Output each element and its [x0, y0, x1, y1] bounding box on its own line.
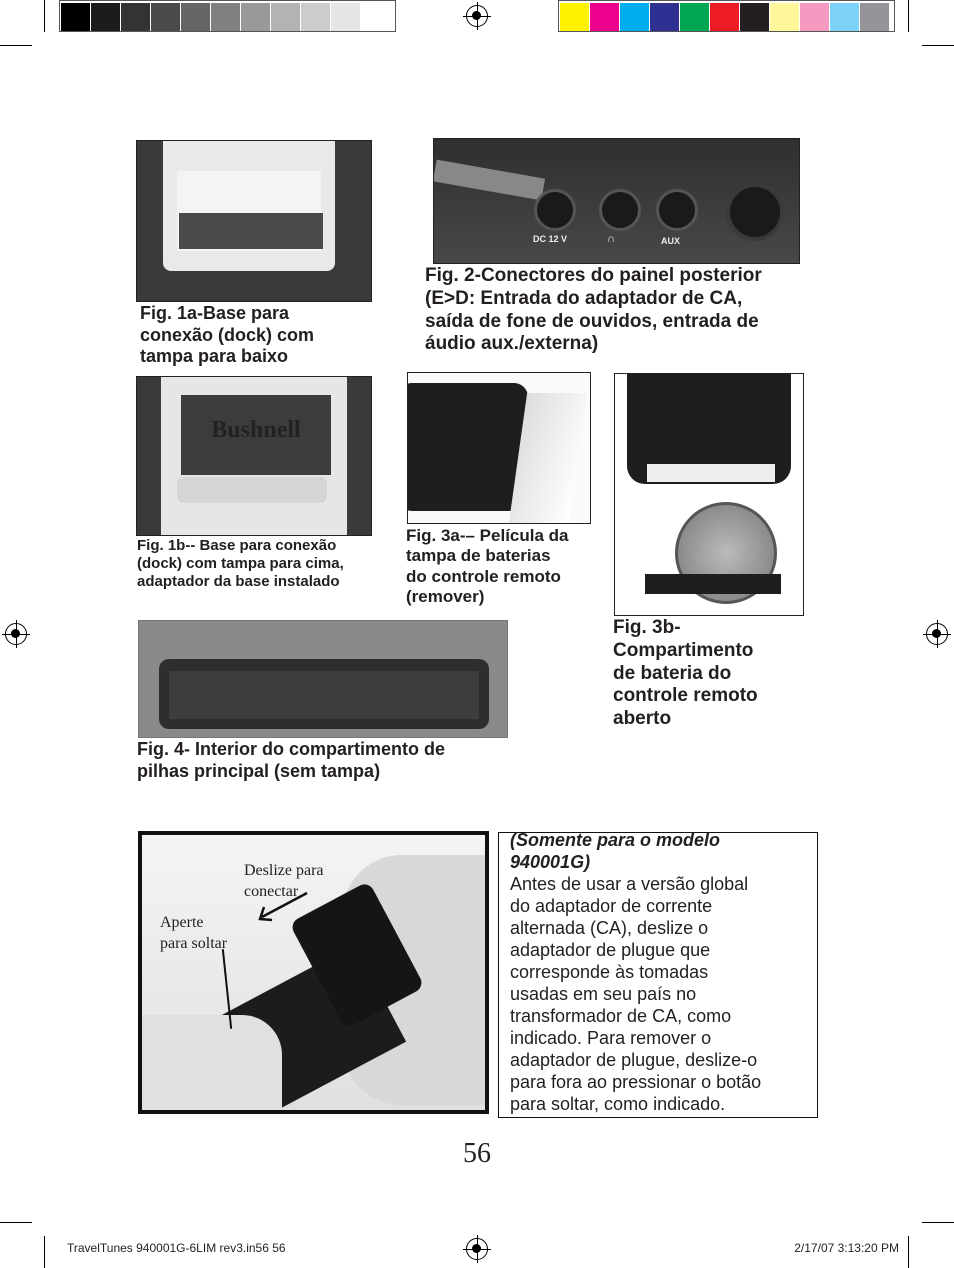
adapter-photo [138, 831, 489, 1114]
fig2-photo [433, 138, 800, 264]
arrow-icon [252, 889, 312, 924]
process-color-bar [558, 0, 895, 32]
color-swatch [271, 3, 300, 31]
color-swatch [211, 3, 240, 31]
fig2-caption [425, 265, 762, 356]
fig1a-photo [136, 140, 372, 302]
crop-mark [908, 0, 909, 32]
caption-line: (E>D: Entrada do adaptador de CA, [425, 287, 743, 309]
color-swatch [770, 3, 799, 31]
color-swatch [560, 3, 589, 31]
registration-mark-icon [926, 623, 948, 645]
color-swatch [151, 3, 180, 31]
color-swatch [830, 3, 859, 31]
note-body-line: transformador de CA, como [510, 1006, 732, 1026]
fig3a-photo [407, 372, 591, 524]
note-body-line: do adaptador de corrente [510, 896, 713, 916]
caption-line: saída de fone de ouvidos, entrada de [425, 310, 759, 332]
note-heading [510, 829, 817, 873]
caption-line: tampa para baixo [140, 346, 289, 367]
note-body [510, 873, 817, 1115]
color-swatch [800, 3, 829, 31]
label-line: Aperte [160, 914, 204, 931]
caption-line: Fig. 3a-– Película da [406, 526, 569, 545]
caption-line: aberto [613, 708, 672, 730]
caption-line: de bateria do [613, 662, 732, 684]
press-to-release-label [160, 913, 227, 955]
fig3a-caption [406, 526, 569, 608]
color-swatch [181, 3, 210, 31]
crop-mark [44, 1236, 45, 1268]
fig1b-photo [136, 376, 372, 536]
fig4-caption [137, 739, 445, 782]
headphone-icon: ∩ [607, 233, 615, 245]
caption-line: controle remoto [613, 685, 758, 707]
note-body-line: indicado. Para remover o [510, 1028, 712, 1048]
fig4-photo [138, 620, 508, 738]
color-swatch [331, 3, 360, 31]
footer-timestamp: 2/17/07 3:13:20 PM [794, 1241, 899, 1255]
color-swatch [620, 3, 649, 31]
note-body-line: Antes de usar a versão global [510, 874, 749, 894]
fig1b-caption [137, 537, 344, 591]
heading-line: (Somente para o modelo [510, 830, 721, 850]
crop-mark [44, 0, 45, 32]
color-swatch [860, 3, 889, 31]
crop-mark [908, 1236, 909, 1268]
color-swatch [361, 3, 390, 31]
note-body-line: adaptador de plugue que [510, 940, 711, 960]
note-body-line: para fora ao pressionar o botão [510, 1072, 762, 1092]
color-swatch [241, 3, 270, 31]
color-swatch [740, 3, 769, 31]
color-swatch [121, 3, 150, 31]
caption-line: Fig. 1b-- Base para conexão [137, 537, 337, 554]
color-swatch [61, 3, 90, 31]
note-box [498, 832, 818, 1118]
caption-line: Fig. 3b- [613, 617, 681, 638]
fig1a-caption [140, 303, 314, 368]
dc-input-label: DC 12 V [533, 234, 568, 244]
fig3b-caption [613, 617, 758, 731]
caption-line: Fig. 2-Conectores do painel posterior [425, 265, 762, 286]
heading-line: 940001G) [510, 852, 591, 872]
registration-mark-icon [466, 5, 488, 27]
crop-mark [922, 45, 954, 46]
caption-line: tampa de baterias [406, 546, 551, 566]
page-number: 56 [463, 1138, 491, 1169]
color-swatch [710, 3, 739, 31]
caption-line: áudio aux./externa) [425, 333, 599, 355]
caption-line: do controle remoto [406, 566, 561, 586]
caption-line: (dock) com tampa para cima, [137, 555, 344, 572]
note-body-line: usadas em seu país no [510, 984, 697, 1004]
crop-mark [0, 45, 32, 46]
color-swatch [91, 3, 120, 31]
bushnell-logo: Bushnell [181, 395, 331, 475]
caption-line: Fig. 4- Interior do compartimento de [137, 739, 446, 759]
grayscale-color-bar [59, 0, 396, 32]
registration-mark-icon [5, 623, 27, 645]
note-body-line: para soltar, como indicado. [510, 1094, 726, 1114]
note-body-line: corresponde às tomadas [510, 962, 709, 982]
caption-line: adaptador da base instalado [137, 573, 340, 590]
color-swatch [680, 3, 709, 31]
color-swatch [590, 3, 619, 31]
label-line: para soltar [160, 934, 228, 952]
crop-mark [0, 1222, 32, 1223]
caption-line: pilhas principal (sem tampa) [137, 760, 381, 781]
caption-line: conexão (dock) com [140, 324, 315, 345]
caption-line: Compartimento [613, 639, 754, 661]
label-line: conectar [244, 882, 299, 900]
note-body-line: adaptador de plugue, deslize-o [510, 1050, 758, 1070]
caption-line: Fig. 1a-Base para [140, 303, 290, 323]
label-line: Deslize para [244, 862, 324, 879]
aux-input-label: AUX [661, 236, 681, 246]
footer-filename: TravelTunes 940001G-6LIM rev3.in56 56 [67, 1241, 286, 1255]
note-body-line: alternada (CA), deslize o [510, 918, 709, 938]
crop-mark [922, 1222, 954, 1223]
fig3b-photo [614, 373, 804, 616]
caption-line: (remover) [406, 587, 485, 607]
registration-mark-icon [466, 1238, 488, 1260]
color-swatch [301, 3, 330, 31]
color-swatch [650, 3, 679, 31]
